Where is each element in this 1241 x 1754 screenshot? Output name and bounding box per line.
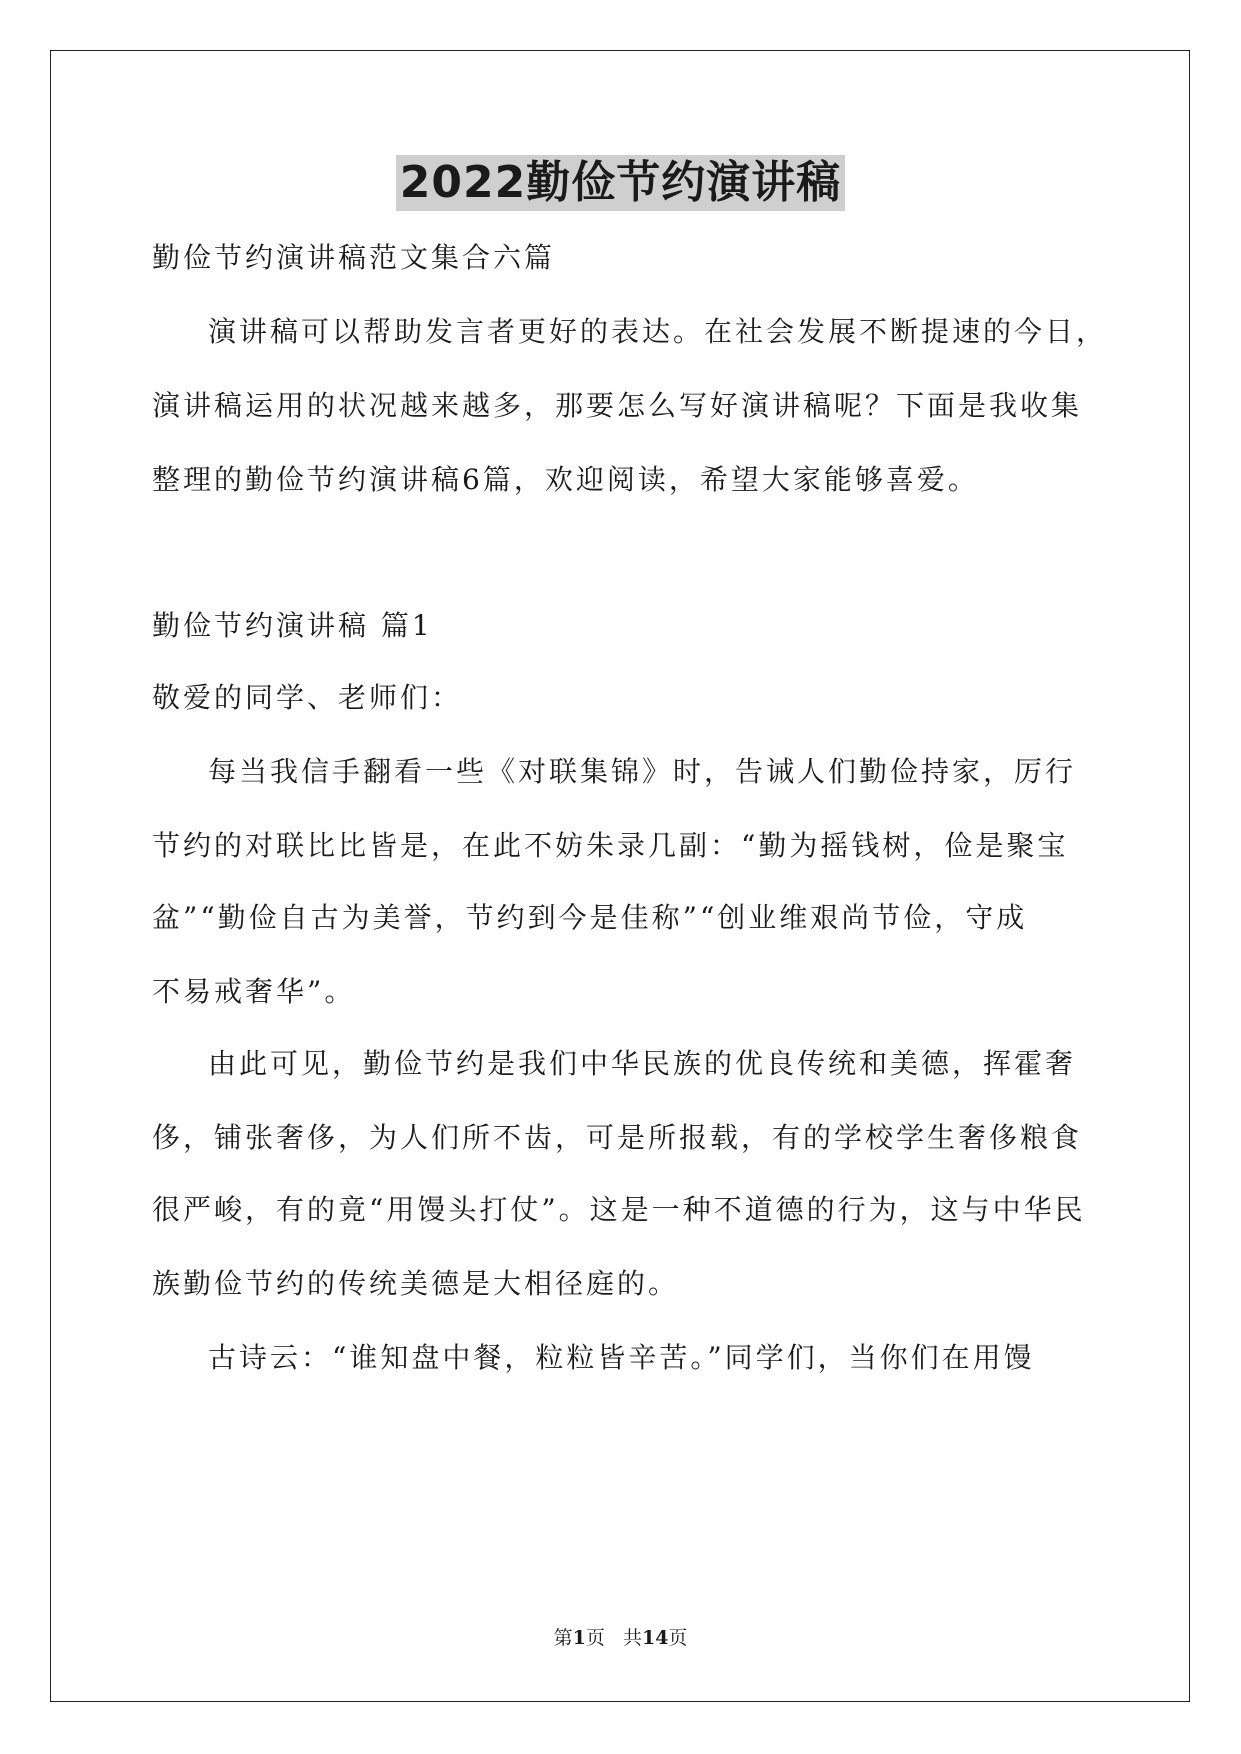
footer-total-suffix: 页 (668, 1627, 688, 1649)
salutation: 敬爱的同学、老师们： (152, 681, 463, 714)
document-subtitle: 勤俭节约演讲稿范文集合六篇 (152, 241, 556, 274)
footer-total-pages: 14 (641, 1627, 669, 1649)
paragraph-line: 由此可见，勤俭节约是我们中华民族的优良传统和美德，挥霍奢 (208, 1047, 1077, 1080)
paragraph-line: 节约的对联比比皆是，在此不妨朱录几副：“勤为摇钱树，俭是聚宝 (152, 829, 1069, 862)
paragraph-line: 盆”“勤俭自古为美誉，节约到今是佳称”“创业维艰尚节俭，守成 (152, 901, 1028, 934)
page-footer (0, 1626, 1241, 1650)
page-border (50, 50, 1190, 1702)
paragraph-line: 每当我信手翻看一些《对联集锦》时，告诫人们勤俭持家，厉行 (208, 755, 1077, 788)
document-title: 2022勤俭节约演讲稿 (396, 155, 845, 211)
paragraph-line: 族勤俭节约的传统美德是大相径庭的。 (152, 1267, 680, 1300)
footer-total-prefix: 共 (622, 1627, 642, 1649)
paragraph-line: 演讲稿运用的状况越来越多，那要怎么写好演讲稿呢？下面是我收集 (152, 389, 1083, 422)
paragraph-line: 古诗云：“谁知盘中餐，粒粒皆辛苦。”同学们，当你们在用馒 (208, 1341, 1035, 1374)
section-heading: 勤俭节约演讲稿 篇1 (152, 609, 433, 642)
footer-page-number: 1 (572, 1627, 586, 1649)
paragraph-line: 侈，铺张奢侈，为人们所不齿，可是所报载，有的学校学生奢侈粮食 (152, 1121, 1083, 1154)
footer-page-suffix: 页 (585, 1627, 605, 1649)
title-container (0, 155, 1241, 211)
paragraph-line: 不易戒奢华”。 (152, 975, 356, 1008)
paragraph-line: 整理的勤俭节约演讲稿6篇，欢迎阅读，希望大家能够喜爱。 (152, 463, 979, 496)
paragraph-line: 很严峻，有的竟“用馒头打仗”。这是一种不道德的行为，这与中华民 (152, 1193, 1086, 1226)
paragraph-line: 演讲稿可以帮助发言者更好的表达。在社会发展不断提速的今日， (208, 315, 1108, 348)
footer-prefix: 第 (553, 1627, 573, 1649)
